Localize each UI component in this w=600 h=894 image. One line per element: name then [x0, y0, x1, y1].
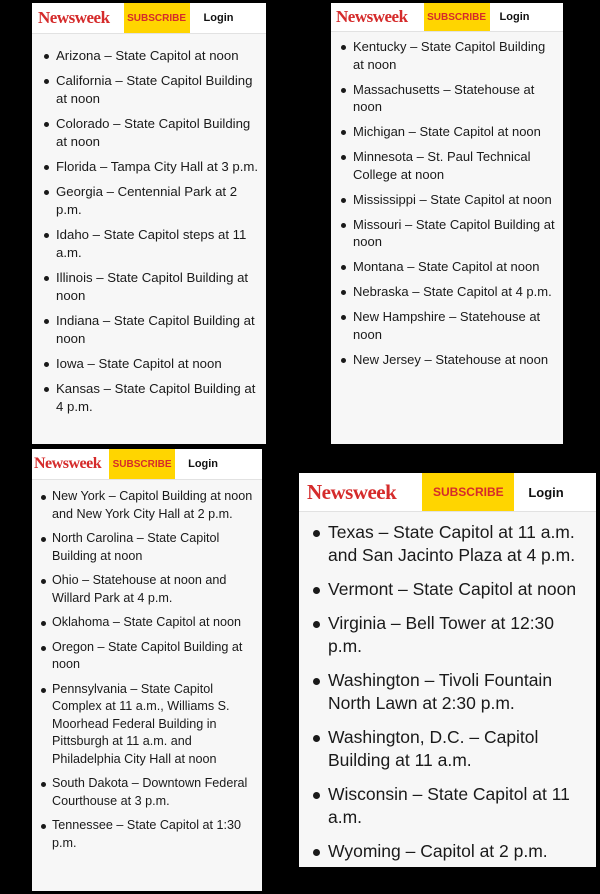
- list-item: Ohio – Statehouse at noon and Willard Park at 4 p.m.: [52, 572, 260, 607]
- list-item: Washington, D.C. – Capitol Building at 11 a.m.: [328, 726, 590, 772]
- list-item: Georgia – Centennial Park at 2 p.m.: [56, 183, 262, 219]
- login-link[interactable]: Login: [528, 484, 564, 500]
- list-item: Arizona – State Capitol at noon: [56, 47, 262, 65]
- list-item: Minnesota – St. Paul Technical College at noon: [353, 148, 559, 183]
- site-header: [32, 3, 266, 34]
- newsweek-logo[interactable]: Newsweek: [336, 7, 408, 26]
- subscribe-button[interactable]: SUBSCRIBE: [422, 473, 514, 511]
- list-item: Wyoming – Capitol at 2 p.m.: [328, 840, 590, 863]
- list-item: North Carolina – State Capitol Building at noon: [52, 530, 260, 565]
- list-item: Kansas – State Capitol Building at 4 p.m.: [56, 380, 262, 416]
- site-header: [32, 449, 262, 480]
- list-item: Massachusetts – Statehouse at noon: [353, 81, 559, 116]
- screenshot-panel-4: [299, 473, 596, 867]
- newsweek-logo[interactable]: Newsweek: [307, 479, 397, 504]
- list-item: Vermont – State Capitol at noon: [328, 578, 590, 601]
- list-item: Florida – Tampa City Hall at 3 p.m.: [56, 158, 262, 176]
- protest-location-list: [353, 38, 559, 376]
- list-item: California – State Capitol Building at noon: [56, 72, 262, 108]
- list-item: Virginia – Bell Tower at 12:30 p.m.: [328, 612, 590, 658]
- list-item: Missouri – State Capitol Building at noon: [353, 216, 559, 251]
- subscribe-button[interactable]: SUBSCRIBE: [109, 449, 175, 479]
- protest-location-list: [56, 47, 262, 423]
- list-item: Iowa – State Capitol at noon: [56, 355, 262, 373]
- newsweek-logo[interactable]: Newsweek: [38, 8, 110, 27]
- protest-location-list: [52, 488, 260, 859]
- list-item: Colorado – State Capitol Building at noon: [56, 115, 262, 151]
- list-item: Montana – State Capitol at noon: [353, 258, 559, 276]
- list-item: Kentucky – State Capitol Building at noon: [353, 38, 559, 73]
- subscribe-button[interactable]: SUBSCRIBE: [124, 3, 190, 33]
- list-item: Texas – State Capitol at 11 a.m. and San Jacinto Plaza at 4 p.m.: [328, 521, 590, 567]
- subscribe-button[interactable]: SUBSCRIBE: [424, 3, 490, 31]
- list-item: Tennessee – State Capitol at 1:30 p.m.: [52, 817, 260, 852]
- list-item: Illinois – State Capitol Building at noon: [56, 269, 262, 305]
- screenshot-panel-2: [331, 3, 563, 444]
- login-link[interactable]: Login: [499, 11, 530, 23]
- list-item: Oklahoma – State Capitol at noon: [52, 614, 260, 632]
- list-item: Indiana – State Capitol Building at noon: [56, 312, 262, 348]
- list-item: Mississippi – State Capitol at noon: [353, 191, 559, 209]
- list-item: South Dakota – Downtown Federal Courthouse at 3 p.m.: [52, 775, 260, 810]
- screenshot-panel-1: [32, 3, 266, 444]
- list-item: New York – Capitol Building at noon and New York City Hall at 2 p.m.: [52, 488, 260, 523]
- login-link[interactable]: Login: [188, 458, 219, 470]
- list-item: Idaho – State Capitol steps at 11 a.m.: [56, 226, 262, 262]
- list-item: Michigan – State Capitol at noon: [353, 123, 559, 141]
- list-item: Wisconsin – State Capitol at 11 a.m.: [328, 783, 590, 829]
- screenshot-panel-3: [32, 449, 262, 891]
- site-header: [331, 3, 563, 32]
- list-item: Oregon – State Capitol Building at noon: [52, 639, 260, 674]
- list-item: Nebraska – State Capitol at 4 p.m.: [353, 283, 559, 301]
- site-header: [299, 473, 596, 512]
- protest-location-list: [328, 521, 590, 867]
- list-item: New Jersey – Statehouse at noon: [353, 351, 559, 369]
- list-item: Pennsylvania – State Capitol Complex at 11 a.m., Williams S. Moorhead Federal Building in Pittsburgh at 11 a.m. and Philadelphia City Hall at noon: [52, 681, 260, 769]
- list-item: New Hampshire – Statehouse at noon: [353, 308, 559, 343]
- newsweek-logo[interactable]: Newsweek: [34, 455, 102, 472]
- list-item: Washington – Tivoli Fountain North Lawn at 2:30 p.m.: [328, 669, 590, 715]
- login-link[interactable]: Login: [203, 12, 234, 24]
